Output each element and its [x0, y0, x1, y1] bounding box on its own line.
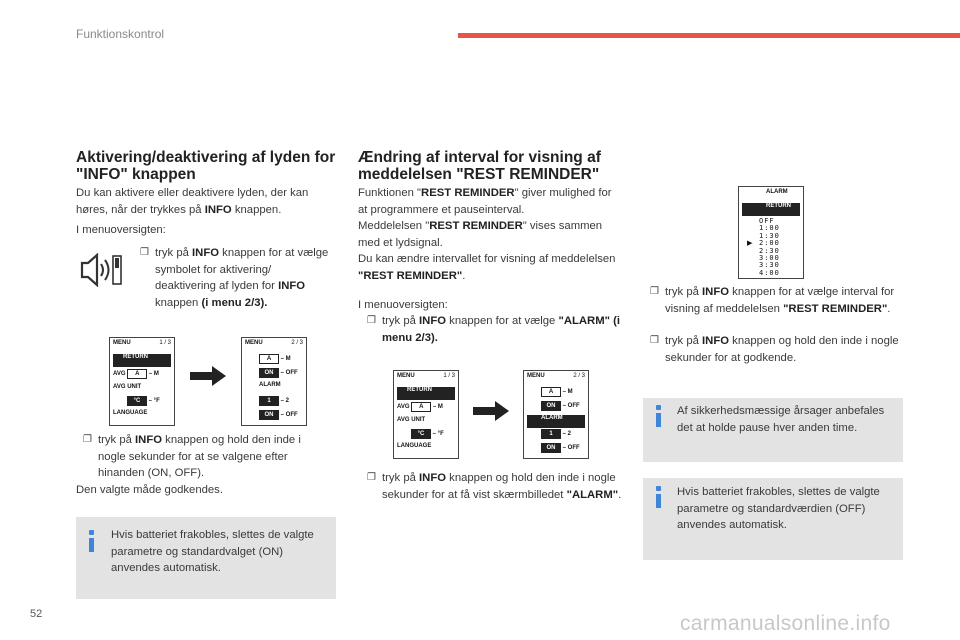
- col2-menu-label: I menuoversigten:: [358, 299, 448, 311]
- alarm-value: 1:30: [759, 231, 780, 240]
- alarm-value: 2:30: [759, 246, 780, 255]
- col2-title: Ændring af interval for visning af meddelelsen "REST REMINDER": [358, 149, 601, 183]
- pointer-icon: ▶: [747, 240, 753, 247]
- info-icon: [656, 405, 661, 410]
- lcd-alarm: ALARM RETURN ▶ OFF 1:00 1:30 2:00 2:30 3:00 3:30 4:00: [738, 186, 804, 279]
- alarm-value: 4:00: [759, 268, 780, 277]
- bullet-icon: ❐: [140, 247, 149, 258]
- header-accent-bar: [458, 33, 960, 38]
- sound-toggle-icon: [80, 253, 124, 287]
- col1-menu-label: I menuoversigten:: [76, 224, 166, 236]
- bullet-icon: ❐: [367, 315, 376, 326]
- col3-note2-text: Hvis batteriet frakobles, slettes de valgte parametre og standardværdien (OFF) anvendes automatisk.: [677, 486, 880, 531]
- col3-step2: ❐ tryk på INFO knappen og hold den inde i nogle sekunder for at godkende.: [650, 335, 899, 364]
- alarm-value: OFF: [759, 217, 775, 225]
- col2-step2: ❐ tryk på INFO knappen og hold den inde i nogle sekunder for at få vist skærmbilledet "ALARM".: [367, 472, 622, 501]
- col2-intro: Funktionen "REST REMINDER" giver mulighed for at programmere et pauseinterval. Meddelelsen "REST REMINDER" vises sammen med et lydsignal. Du kan ændre intervallet for visning af meddelelsen "REST REMINDER".: [358, 187, 616, 282]
- arrow-right-icon: [190, 366, 226, 391]
- col3-note1-text: Af sikkerhedsmæssige årsager anbefales det at holde pause hver anden time.: [677, 405, 885, 434]
- bullet-icon: ❐: [83, 434, 92, 445]
- lcd-menu-1b: MENU 1 / 3 RETURN AVG A – M AVG UNIT °C – °F LANGUAGE: [393, 370, 459, 459]
- alarm-value: 2:00: [759, 239, 780, 248]
- col3-step1: ❐ tryk på INFO knappen for at vælge interval for visning af meddelelsen "REST REMINDER".: [650, 286, 895, 315]
- col3-note2: [643, 478, 903, 560]
- col1-intro: Du kan aktivere eller deaktivere lyden, der kan høres, når der trykkes på INFO knappen.: [76, 187, 309, 216]
- alarm-values: [759, 218, 799, 277]
- col1-step2: ❐ tryk på INFO knappen og hold den inde i nogle sekunder for at se valgene efter hinanden (ON, OFF).: [83, 434, 301, 479]
- alarm-value: 3:00: [759, 254, 780, 263]
- lcd-menu-2: MENU 2 / 3 A – M ON – OFF ALARM 1 – 2 ON – OFF: [241, 337, 307, 426]
- lcd-menu-2b: MENU 2 / 3 A – M ON – OFF ALARM 1 – 2 ON – OFF: [523, 370, 589, 459]
- section-header: Funktionskontrol: [76, 27, 165, 41]
- bullet-icon: ❐: [650, 286, 659, 297]
- col2-step1: ❐ tryk på INFO knappen for at vælge "ALARM" (i menu 2/3).: [367, 315, 621, 344]
- bullet-icon: ❐: [367, 472, 376, 483]
- alarm-value: 1:00: [759, 224, 780, 233]
- col1-confirm: Den valgte måde godkendes.: [76, 484, 223, 496]
- col1-note-text: Hvis batteriet frakobles, slettes de valgte parametre og standardvalget (ON) anvendes automatisk.: [111, 529, 314, 574]
- info-icon: [656, 486, 661, 491]
- alarm-value: 3:30: [759, 261, 780, 270]
- page-number: 52: [30, 608, 43, 620]
- info-icon: [89, 530, 94, 535]
- col1-note: [76, 517, 336, 599]
- col1-title: Aktivering/deaktivering af lyden for "INFO" knappen: [76, 149, 336, 183]
- watermark: carmanualsonline.info: [680, 612, 891, 635]
- arrow-right-icon: [473, 401, 509, 426]
- lcd-menu-1: MENU 1 / 3 RETURN AVG A – M AVG UNIT °C – °F LANGUAGE: [109, 337, 175, 426]
- col3-note1: [643, 398, 903, 462]
- bullet-icon: ❐: [650, 335, 659, 346]
- col1-step1: ❐ tryk på INFO knappen for at vælge symbolet for aktivering/ deaktivering af lyden for INFO knappen (i menu 2/3).: [140, 247, 329, 309]
